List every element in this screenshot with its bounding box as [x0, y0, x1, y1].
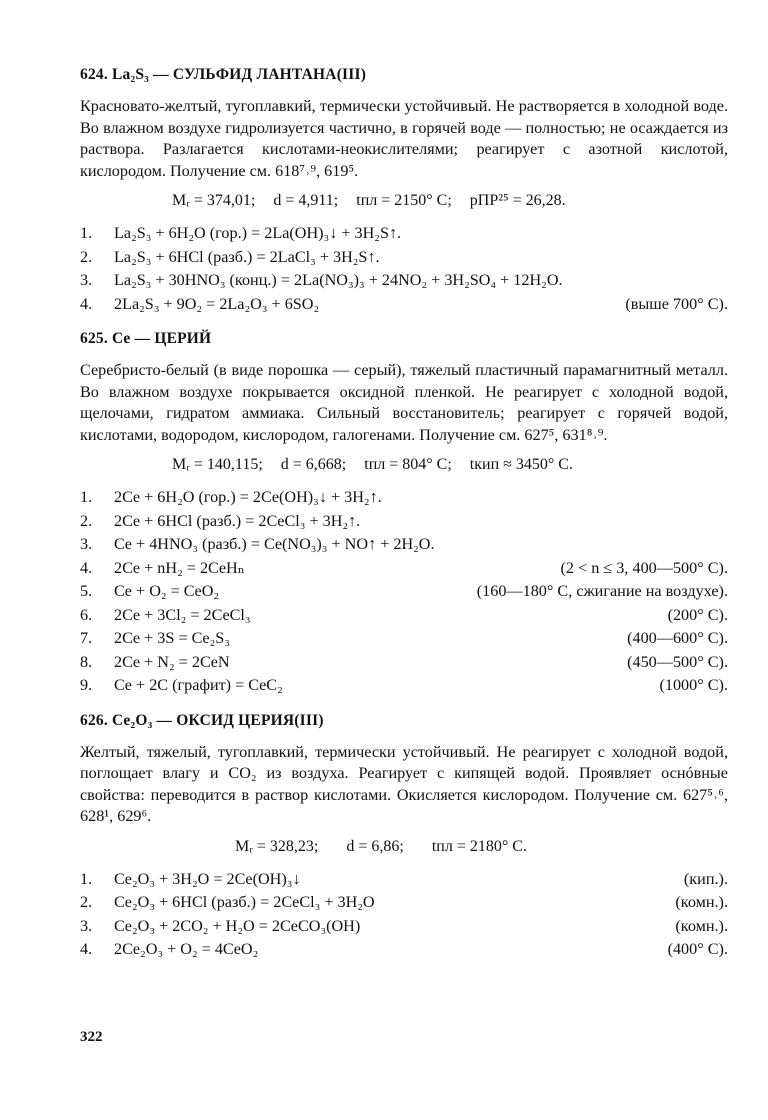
reaction-number: 4.	[80, 940, 93, 958]
section-description: Желтый, тяжелый, тугоплавкий, термически устойчивый. Не реагирует с холодной водой, поглощает влагу и CO₂ из воздуха. Реагирует с кипящей водой. Проявляет оснóвные свойства: переводится в раствор кислотами. Окисляется кислородом. Получение см. 627⁵˒⁶, 628¹, 629⁶.	[80, 742, 728, 825]
reaction-list	[80, 868, 728, 962]
page-content	[80, 66, 728, 976]
reaction-item	[80, 938, 728, 962]
property-molar-mass: Mᵣ = 140,115;	[172, 456, 263, 473]
property-molar-mass: Mᵣ = 374,01;	[172, 192, 256, 209]
reaction-equation: Ce₂O₃ + 3H₂O = 2Ce(OH)₃↓	[114, 869, 301, 888]
property-boiling-point: tкип ≈ 3450° C.	[469, 456, 573, 473]
property-molar-mass: Mᵣ = 328,23;	[235, 837, 319, 855]
section-heading: 624. La₂S₃ — СУЛЬФИД ЛАНТАНА(III)	[80, 66, 367, 83]
property-density: d = 4,911;	[273, 192, 339, 209]
section-description: Серебристо-белый (в виде порошка — серый), тяжелый пластичный парамагнитный металл. Во влажном воздухе покрывается оксидной пленкой. Не реагирует с холодной водой, щелочами, гидратом аммиака. Сильный восстановитель; реагирует с горячей водой, кислотами, водородом, кислородом, галогенами. Получение см. 627⁵, 631⁸˒⁹.	[80, 361, 728, 444]
reaction-item	[80, 533, 728, 557]
reaction-equation: 2Ce + nH₂ = 2CeHₙ	[114, 558, 245, 577]
properties-line	[80, 836, 728, 858]
property-solubility-product: рПР²⁵ = 26,28.	[469, 192, 566, 209]
section-heading: 626. Ce₂O₃ — ОКСИД ЦЕРИЯ(III)	[80, 711, 324, 729]
reaction-item	[80, 246, 728, 270]
reaction-item	[80, 293, 728, 317]
reaction-condition: (450—500° C).	[627, 652, 728, 671]
reaction-equation: Ce₂O₃ + 6HCl (разб.) = 2CeCl₃ + 3H₂O	[114, 893, 375, 911]
reaction-item	[80, 269, 728, 293]
properties-line	[80, 454, 728, 476]
reaction-condition: (400° C).	[667, 940, 728, 958]
property-melting-point: tпл = 804° C;	[364, 456, 452, 473]
reaction-condition: (400—600° C).	[627, 629, 728, 647]
entry-626	[80, 712, 728, 962]
reaction-number: 9.	[80, 676, 93, 694]
reaction-number: 3.	[80, 535, 93, 553]
reaction-number: 7.	[80, 629, 93, 647]
entry-624	[80, 66, 728, 316]
reaction-item	[80, 915, 728, 939]
reaction-item	[80, 627, 728, 651]
reaction-condition: (выше 700° C).	[625, 294, 728, 313]
entry-625	[80, 330, 728, 698]
reaction-equation: 2Ce + 6H₂O (гор.) = 2Ce(OH)₃↓ + 3H₂↑.	[114, 488, 382, 506]
reaction-number: 4.	[80, 294, 93, 313]
reaction-equation: 2Ce₂O₃ + O₂ = 4CeO₂	[114, 940, 259, 958]
reaction-item	[80, 604, 728, 628]
properties-line	[80, 190, 728, 212]
reaction-number: 5.	[80, 582, 93, 600]
reaction-equation: La₂S₃ + 6HCl (разб.) = 2LaCl₃ + 3H₂S↑.	[114, 247, 380, 266]
reaction-condition: (комн.).	[675, 893, 728, 911]
reaction-number: 1.	[80, 869, 93, 888]
reaction-equation: 2Ce + 3Cl₂ = 2CeCl₃	[114, 605, 251, 624]
reaction-condition: (160—180° C, сжигание на воздухе).	[476, 582, 728, 600]
reaction-item	[80, 222, 728, 246]
reaction-item	[80, 891, 728, 915]
reaction-condition: (кип.).	[683, 869, 728, 888]
reaction-equation: La₂S₃ + 30HNO₃ (конц.) = 2La(NO₃)₃ + 24NO₂ + 3H₂SO₄ + 12H₂O.	[114, 271, 563, 289]
reaction-number: 8.	[80, 652, 93, 671]
reaction-number: 2.	[80, 511, 93, 530]
reaction-number: 3.	[80, 271, 93, 289]
reaction-condition: (200° C).	[667, 605, 728, 624]
page-number: 322	[80, 1029, 103, 1045]
reaction-item	[80, 557, 728, 581]
property-melting-point: tпл = 2150° C;	[356, 192, 452, 209]
reaction-number: 2.	[80, 893, 93, 911]
reaction-equation: Ce + 4HNO₃ (разб.) = Ce(NO₃)₃ + NO↑ + 2H₂O.	[114, 535, 435, 553]
reaction-number: 1.	[80, 488, 93, 506]
reaction-equation: 2Ce + 6HCl (разб.) = 2CeCl₃ + 3H₂↑.	[114, 511, 361, 530]
reaction-number: 2.	[80, 247, 93, 266]
reaction-item	[80, 510, 728, 534]
reaction-equation: Ce + 2C (графит) = CeC₂	[114, 676, 283, 694]
reaction-item	[80, 651, 728, 675]
reaction-equation: 2La₂S₃ + 9O₂ = 2La₂O₃ + 6SO₂	[114, 294, 320, 313]
reaction-list	[80, 222, 728, 316]
reaction-equation: La₂S₃ + 6H₂O (гор.) = 2La(OH)₃↓ + 3H₂S↑.	[114, 224, 402, 242]
reaction-number: 6.	[80, 605, 93, 624]
reaction-equation: 2Ce + N₂ = 2CeN	[114, 652, 230, 671]
reaction-item	[80, 674, 728, 698]
reaction-equation: Ce + O₂ = CeO₂	[114, 582, 220, 600]
reaction-list	[80, 486, 728, 698]
reaction-number: 1.	[80, 224, 93, 242]
reaction-condition: (2 < n ≤ 3, 400—500° C).	[560, 558, 728, 577]
reaction-equation: Ce₂O₃ + 2CO₂ + H₂O = 2CeCO₃(OH)	[114, 916, 361, 935]
reaction-number: 4.	[80, 558, 93, 577]
reaction-item	[80, 486, 728, 510]
section-heading: 625. Ce — ЦЕРИЙ	[80, 330, 212, 347]
reaction-number: 3.	[80, 916, 93, 935]
property-density: d = 6,668;	[280, 456, 347, 473]
reaction-item	[80, 580, 728, 604]
reaction-equation: 2Ce + 3S = Ce₂S₃	[114, 629, 230, 647]
reaction-item	[80, 868, 728, 892]
reaction-condition: (1000° C).	[659, 676, 728, 694]
reaction-condition: (комн.).	[675, 916, 728, 935]
property-density: d = 6,86;	[346, 837, 404, 855]
section-description: Красновато-желтый, тугоплавкий, термически устойчивый. Не растворяется в холодной воде. Во влажном воздухе гидролизуется частично, в горячей воде — полностью; не осаждается из раствора. Разлагается кислотами-неокислителями; реагирует с азотной кислотой, кислородом. Получение см. 618⁷˒⁹, 619⁵.	[80, 97, 728, 180]
property-melting-point: tпл = 2180° C.	[431, 837, 527, 855]
